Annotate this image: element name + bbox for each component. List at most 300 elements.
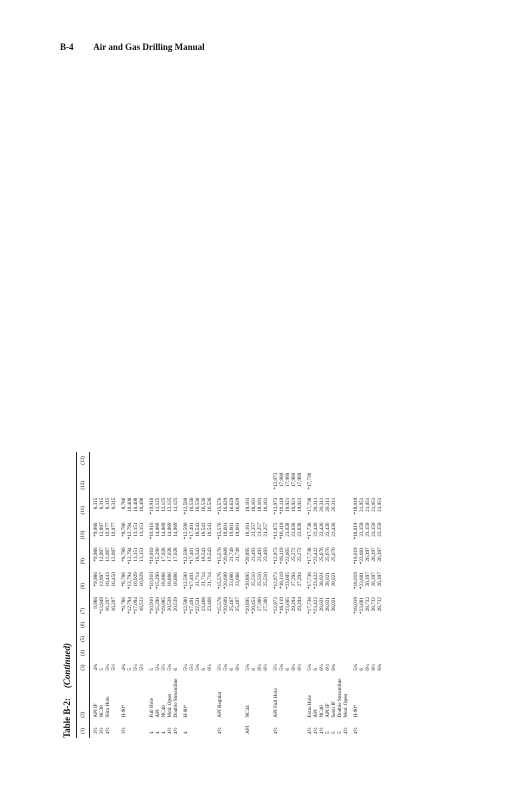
table-cell: H-90⁴ — [121, 705, 127, 718]
table-cell — [377, 675, 383, 722]
table-cell: 23,028 — [291, 522, 297, 537]
table-cell: 8,315 — [105, 497, 111, 510]
table-cell: *17,738 — [307, 497, 313, 515]
table-cell: NC40 — [161, 705, 167, 718]
table-cell: 5¼ — [105, 664, 111, 671]
column-header-row — [77, 452, 90, 738]
table-cell: *17,401 — [189, 572, 195, 590]
table-cell: *12,973 — [273, 572, 279, 590]
column-header: (12) — [77, 469, 90, 494]
table-cell: 16,629 — [235, 497, 241, 512]
table-cell: *20,895 — [245, 597, 251, 614]
table-cell: *20,895 — [245, 547, 251, 565]
column-header: (4) — [77, 646, 90, 660]
table-cell: 18,161 — [263, 497, 269, 512]
table-cell: 25,272 — [291, 547, 297, 562]
table-cell: 19,921 — [291, 497, 297, 512]
table-cell: *15,290 — [155, 597, 161, 614]
table-cell: *22,531 — [195, 597, 201, 614]
table-cell: 5 — [331, 731, 337, 734]
table-cell: 23,159 — [371, 522, 377, 537]
table-cell: 16,629 — [229, 497, 235, 512]
table-cell: 4½ — [273, 727, 279, 734]
table-cell: *18,119 — [279, 522, 285, 540]
table-cell: 5¾ — [245, 664, 251, 671]
table-cell: *10,910 — [149, 522, 155, 540]
table-cell: 21,051 — [365, 497, 371, 512]
table-cell: 6 — [313, 668, 319, 671]
table-cell: 4¾ — [121, 664, 127, 671]
table-cell: 17,900 — [291, 472, 297, 488]
table-cell: *12,590 — [183, 497, 189, 515]
table-cell: 16,207 — [111, 597, 117, 612]
table-cell: 12,997 — [99, 522, 105, 537]
table-cell: *17,738 — [307, 572, 313, 590]
table-cell: *20,609 — [223, 547, 229, 565]
table-cell: *12,794 — [127, 597, 133, 614]
table-cell: *12,794 — [127, 522, 133, 540]
table-cell: NC46 — [319, 705, 325, 718]
table-cell: 6 — [359, 668, 365, 671]
table-cell: 28,021 — [331, 597, 337, 612]
table-cell: 21,714 — [207, 572, 213, 587]
table-cell: *17,401 — [189, 547, 195, 565]
table-cell: 18,522 — [139, 597, 145, 612]
table-cell: 25,676 — [319, 547, 325, 562]
table-cell: 23,468 — [207, 597, 213, 612]
table-cell: 16,536 — [189, 497, 195, 512]
table-cell: 28,021 — [325, 597, 331, 612]
table-cell: 16,207 — [105, 597, 111, 612]
table-cell: API — [245, 725, 251, 734]
table-cell: *23,422 — [313, 547, 319, 565]
table-cell: 17,900 — [285, 472, 291, 488]
table-cell: 18,543 — [207, 547, 213, 562]
table-cell: 18,886 — [167, 572, 173, 587]
table-cell: H-90⁴ — [183, 705, 189, 718]
table-cell: API Full Hole — [273, 688, 279, 718]
table-cell: *10,910 — [149, 597, 155, 614]
column-header: (11) — [77, 494, 90, 519]
table-cell: 6 — [201, 668, 207, 671]
column-header: (7) — [77, 593, 90, 618]
book-title: Air and Gas Drilling Manual — [93, 42, 205, 52]
column-header: (9) — [77, 543, 90, 568]
table-cell: 10,408 — [139, 497, 145, 512]
table-cell: 20,311 — [313, 497, 319, 512]
table-cell: 13,151 — [139, 522, 145, 537]
table-cell: 26,397 — [365, 547, 371, 562]
column-header: (3) — [77, 660, 90, 674]
table-cell: 5¾ — [353, 664, 359, 671]
table-cell: 4½ — [319, 727, 325, 734]
table-cell: 12,125 — [155, 497, 161, 512]
table-cell: *17,738 — [307, 472, 313, 490]
table-cell: *18,119 — [279, 597, 285, 614]
table-cell — [377, 722, 383, 738]
table-cell: 5¾ — [279, 664, 285, 671]
column-header: (10) — [77, 518, 90, 543]
table-cell: 6¼ — [235, 664, 241, 671]
table-cell: *12,590 — [183, 572, 189, 590]
table-cell: 5¼ — [155, 664, 161, 671]
table-body — [90, 452, 384, 738]
table-cell: 3½ — [99, 727, 105, 734]
table-cell: 6 — [229, 668, 235, 671]
table-cell: 22,426 — [325, 522, 331, 537]
table-cell: Double Streamline — [173, 678, 179, 718]
table-cell: 17,028 — [167, 547, 173, 562]
table-cell: *17,738 — [307, 522, 313, 540]
table-cell: 6¼ — [291, 664, 297, 671]
table-cell: 5¾ — [167, 664, 173, 671]
table-cell: 4½ — [105, 727, 111, 734]
rotated-table-block — [62, 88, 502, 738]
table-cell: 18,543 — [207, 522, 213, 537]
table-cell: 18,543 — [195, 547, 201, 562]
table-cell: 18,543 — [201, 547, 207, 562]
table-cell — [377, 632, 383, 646]
table-cell: 21,749 — [229, 547, 235, 562]
table-cell: 18,161 — [257, 497, 263, 512]
table-cell: *13,949 — [99, 597, 105, 614]
table-cell: 19,921 — [285, 497, 291, 512]
table-cell: 12,125 — [167, 497, 173, 512]
table-cell: 10,977 — [105, 522, 111, 537]
table-cell: 6¼ — [319, 664, 325, 671]
table-cell: *12,590 — [183, 597, 189, 614]
table-cell: 23,493 — [251, 547, 257, 562]
table-cell: 5½ — [111, 664, 117, 671]
table-cell: 23,159 — [377, 522, 383, 537]
table-cell: 6¾ — [331, 664, 337, 671]
table-cell: 14,969 — [155, 522, 161, 537]
table-cell: *12,590 — [183, 522, 189, 540]
table-cell: *12,973 — [273, 497, 279, 515]
table-cell: 23,159 — [365, 522, 371, 537]
table-cell: *17,738 — [307, 547, 313, 565]
table-cell: 21,051 — [359, 497, 365, 512]
table-cell: 5 — [127, 668, 133, 671]
table-cell: Extra Hole — [307, 695, 313, 718]
table-cell: 23,686 — [229, 572, 235, 587]
table-cell: Semi IF — [331, 701, 337, 718]
table-cell: *23,681 — [359, 547, 365, 565]
table-cell: 18,161 — [245, 497, 251, 512]
table-cell: 13,151 — [133, 547, 139, 562]
table-cell: 3½ — [93, 727, 99, 734]
table-cell: 5½ — [161, 664, 167, 671]
table-cell: Mod. Open — [167, 694, 173, 718]
table-cell: 4½ — [353, 727, 359, 734]
table-cell: 10,408 — [127, 497, 133, 512]
table-cell: 18,886 — [161, 572, 167, 587]
table-cell: 5 — [149, 668, 155, 671]
table-cell: 6¼ — [365, 664, 371, 671]
table-cell: *8,786 — [121, 597, 127, 612]
table-cell: 16,443 — [105, 572, 111, 587]
table-cell: 16,536 — [195, 497, 201, 512]
table-cell: *15,290 — [155, 572, 161, 590]
table-cell — [377, 618, 383, 632]
table-cell: 17,028 — [161, 547, 167, 562]
table-cell: 3½ — [121, 727, 127, 734]
table-cell: 26,397 — [371, 572, 377, 587]
table-cell: 4½ — [343, 727, 349, 734]
column-header: (1) — [77, 722, 90, 738]
table-cell: 18,543 — [201, 522, 207, 537]
table-cell: H-90⁴ — [353, 705, 359, 718]
table-cell: 20,311 — [319, 497, 325, 512]
table-cell: 21,714 — [201, 572, 207, 587]
table-cell: 22,426 — [319, 522, 325, 537]
table-cell: 17,900 — [279, 472, 285, 488]
table-cell: *9,986 — [93, 547, 99, 562]
table-cell: API Regular — [217, 691, 223, 718]
table-cell: 20,311 — [331, 497, 337, 512]
table-cell: 19,921 — [297, 497, 303, 512]
table-cell: 14,969 — [161, 522, 167, 537]
table-cell: *12,973 — [273, 597, 279, 614]
table-cell: *23,605 — [285, 597, 291, 614]
table-cell: 16,929 — [133, 572, 139, 587]
table-cell: *10,910 — [149, 572, 155, 590]
table-cell: *18,019 — [353, 522, 359, 540]
table-cell: 28,021 — [331, 572, 337, 587]
table-cell: 21,051 — [371, 497, 377, 512]
table-cell: *18,019 — [353, 497, 359, 515]
table-cell: 8,315 — [111, 497, 117, 510]
table-cell: 6 — [251, 668, 257, 671]
table-cell: 5 — [325, 731, 331, 734]
table-cell: API — [155, 709, 161, 718]
table-cell: 12,997 — [99, 547, 105, 562]
table-cell: 28,732 — [377, 597, 383, 612]
column-header: (2) — [77, 675, 90, 722]
data-table — [76, 452, 383, 738]
table-cell: 23,468 — [201, 597, 207, 612]
table-cell: *17,401 — [189, 597, 195, 614]
table-continued: (Continued) — [62, 643, 72, 689]
table-cell: 6½ — [325, 664, 331, 671]
table-cell: 25,510 — [251, 572, 257, 587]
table-cell: 18,543 — [195, 522, 201, 537]
table-cell: 26,397 — [371, 547, 377, 562]
table-cell: 27,294 — [297, 572, 303, 587]
table-cell: 5½ — [217, 664, 223, 671]
table-cell: 25,407 — [229, 597, 235, 612]
table-cell: 6 — [285, 668, 291, 671]
table-cell: 29,294 — [291, 597, 297, 612]
table-cell: 28,021 — [319, 597, 325, 612]
table-cell: 13,151 — [139, 547, 145, 562]
table-cell: NC38 — [99, 705, 105, 718]
table-cell: *17,738 — [307, 597, 313, 614]
table-cell: 21,714 — [195, 572, 201, 587]
table-cell: 5¾ — [195, 664, 201, 671]
table-cell: *18,019 — [353, 572, 359, 590]
table-cell: *9,986 — [93, 572, 99, 587]
table-cell: API — [313, 709, 319, 718]
table-cell: 14,969 — [167, 522, 173, 537]
table-cell: *17,094 — [133, 597, 139, 614]
table-cell: 27,294 — [291, 572, 297, 587]
table-cell: 21,257 — [251, 522, 257, 537]
table-cell: *20,895 — [245, 572, 251, 590]
table-cell: *23,422 — [313, 572, 319, 590]
table-cell — [377, 452, 383, 469]
table-cell: 4 — [149, 731, 155, 734]
table-label: Table B-2: — [62, 698, 72, 738]
table-cell: 28,732 — [371, 597, 377, 612]
table-cell: 6½ — [371, 664, 377, 671]
table-cell: *15,576 — [217, 572, 223, 590]
page-number: B-4 — [60, 42, 74, 52]
table-cell: *10,910 — [149, 547, 155, 565]
table-cell: 8,315 — [99, 497, 105, 510]
column-header: (8) — [77, 568, 90, 593]
table-row — [377, 452, 383, 738]
table-cell: 22,426 — [313, 522, 319, 537]
table-cell: 4½ — [307, 727, 313, 734]
table-cell: *8,786 — [121, 572, 127, 587]
table-cell: 6¾ — [377, 664, 383, 671]
table-cell: 12,087 — [105, 547, 111, 562]
table-cell: 12,087 — [111, 547, 117, 562]
table-cell: 8,786 — [121, 497, 127, 510]
table-cell: 6¼ — [257, 664, 263, 671]
table-cell: 4½ — [313, 727, 319, 734]
table-title — [62, 88, 72, 738]
table-cell: 21,749 — [235, 547, 241, 562]
table-cell: 21,257 — [257, 522, 263, 537]
table-cell: *15,576 — [217, 497, 223, 515]
table-cell: 23,686 — [235, 572, 241, 587]
column-header: (6) — [77, 618, 90, 632]
table-cell: 28,732 — [365, 597, 371, 612]
table-cell: 19,601 — [223, 522, 229, 537]
table-cell: 26,397 — [377, 572, 383, 587]
table-cell: 6¼ — [207, 664, 213, 671]
table-cell: 16,450 — [111, 572, 117, 587]
table-cell: *23,605 — [285, 572, 291, 590]
table-cell: 23,493 — [263, 547, 269, 562]
table-cell: *23,681 — [359, 597, 365, 614]
table-cell: 25,676 — [331, 547, 337, 562]
table-cell: 27,300 — [263, 597, 269, 612]
table-cell: 20,311 — [325, 497, 331, 512]
table-cell: 5½ — [139, 664, 145, 671]
table-cell: 9,986 — [93, 597, 99, 609]
table-cell: 5¼ — [133, 664, 139, 671]
table-cell: 27,300 — [257, 597, 263, 612]
table-cell: Slim Hole — [105, 696, 111, 718]
table-cell: Mod. Open — [343, 694, 349, 718]
table-cell: 4 — [183, 731, 189, 734]
table-cell: 5¾ — [223, 664, 229, 671]
table-cell: 6½ — [297, 664, 303, 671]
table-cell: 5¼ — [183, 664, 189, 671]
table-cell: *15,290 — [155, 547, 161, 565]
table-cell: 20,539 — [173, 597, 179, 612]
table-cell: *12,973 — [273, 522, 279, 540]
table-cell: 16,929 — [139, 572, 145, 587]
table-cell: 29,294 — [297, 597, 303, 612]
table-cell: *23,605 — [285, 547, 291, 565]
table-cell: 18,161 — [245, 522, 251, 537]
table-cell: 25,510 — [263, 572, 269, 587]
table-cell: *18,019 — [353, 547, 359, 565]
table-cell: 22,426 — [331, 522, 337, 537]
table-cell: 21,257 — [263, 522, 269, 537]
table-cell: 25,676 — [325, 547, 331, 562]
table-cell: 25,510 — [257, 572, 263, 587]
table-cell: *12,973 — [273, 547, 279, 565]
table-cell — [377, 646, 383, 660]
table-cell: *19,985 — [161, 597, 167, 614]
table-cell: 23,028 — [285, 522, 291, 537]
table-cell: 26,397 — [365, 572, 371, 587]
table-cell: 4¾ — [93, 664, 99, 671]
table-cell: 4½ — [217, 727, 223, 734]
table-cell: 4½ — [167, 727, 173, 734]
table-cell: 12,125 — [161, 497, 167, 512]
table-cell: 5½ — [189, 664, 195, 671]
table-cell: 12,125 — [173, 497, 179, 512]
table-cell: 10,977 — [111, 522, 117, 537]
table-cell: 17,900 — [297, 472, 303, 488]
table-cell: 18,886 — [173, 572, 179, 587]
table-cell: 14,969 — [173, 522, 179, 537]
column-header: (5) — [77, 632, 90, 646]
table-cell: 23,028 — [297, 522, 303, 537]
table-cell: 23,493 — [257, 547, 263, 562]
table-cell: *15,576 — [217, 547, 223, 565]
table-cell: 26,397 — [377, 547, 383, 562]
table-cell: *17,401 — [189, 522, 195, 540]
table-cell: 25,272 — [297, 547, 303, 562]
page-header — [60, 42, 205, 52]
table-cell: 5½ — [273, 664, 279, 671]
table-cell: API IF — [325, 703, 331, 718]
table-cell: *18,119 — [279, 572, 285, 589]
table-cell: 10,408 — [133, 497, 139, 512]
table-cell: *15,576 — [217, 522, 223, 540]
table-cell: *23,681 — [359, 572, 365, 590]
table-cell: 19,601 — [229, 522, 235, 537]
table-cell: *18,019 — [353, 597, 359, 614]
table-cell: 18,161 — [251, 497, 257, 512]
table-cell: 16,536 — [201, 497, 207, 512]
table-cell: *8,786 — [121, 547, 127, 562]
table-cell: 4 — [161, 731, 167, 734]
table-cell: 4½ — [173, 727, 179, 734]
table-cell: 20,539 — [167, 597, 173, 612]
table-cell: *18,119 — [279, 547, 285, 565]
table-cell: *12,794 — [127, 572, 133, 590]
table-cell: *10,910 — [149, 497, 155, 515]
table-cell: 13,151 — [133, 522, 139, 537]
table-cell: 16,536 — [207, 497, 213, 512]
table-cell: 19,601 — [235, 522, 241, 537]
table-cell: 8,315 — [93, 497, 99, 510]
table-cell: Full Hole — [149, 697, 155, 718]
table-cell: 6 — [173, 668, 179, 671]
table-cell: *9,986 — [93, 522, 99, 537]
table-cell: 4 — [155, 731, 161, 734]
table-cell: *8,786 — [121, 522, 127, 537]
table-cell: API IF — [93, 703, 99, 718]
